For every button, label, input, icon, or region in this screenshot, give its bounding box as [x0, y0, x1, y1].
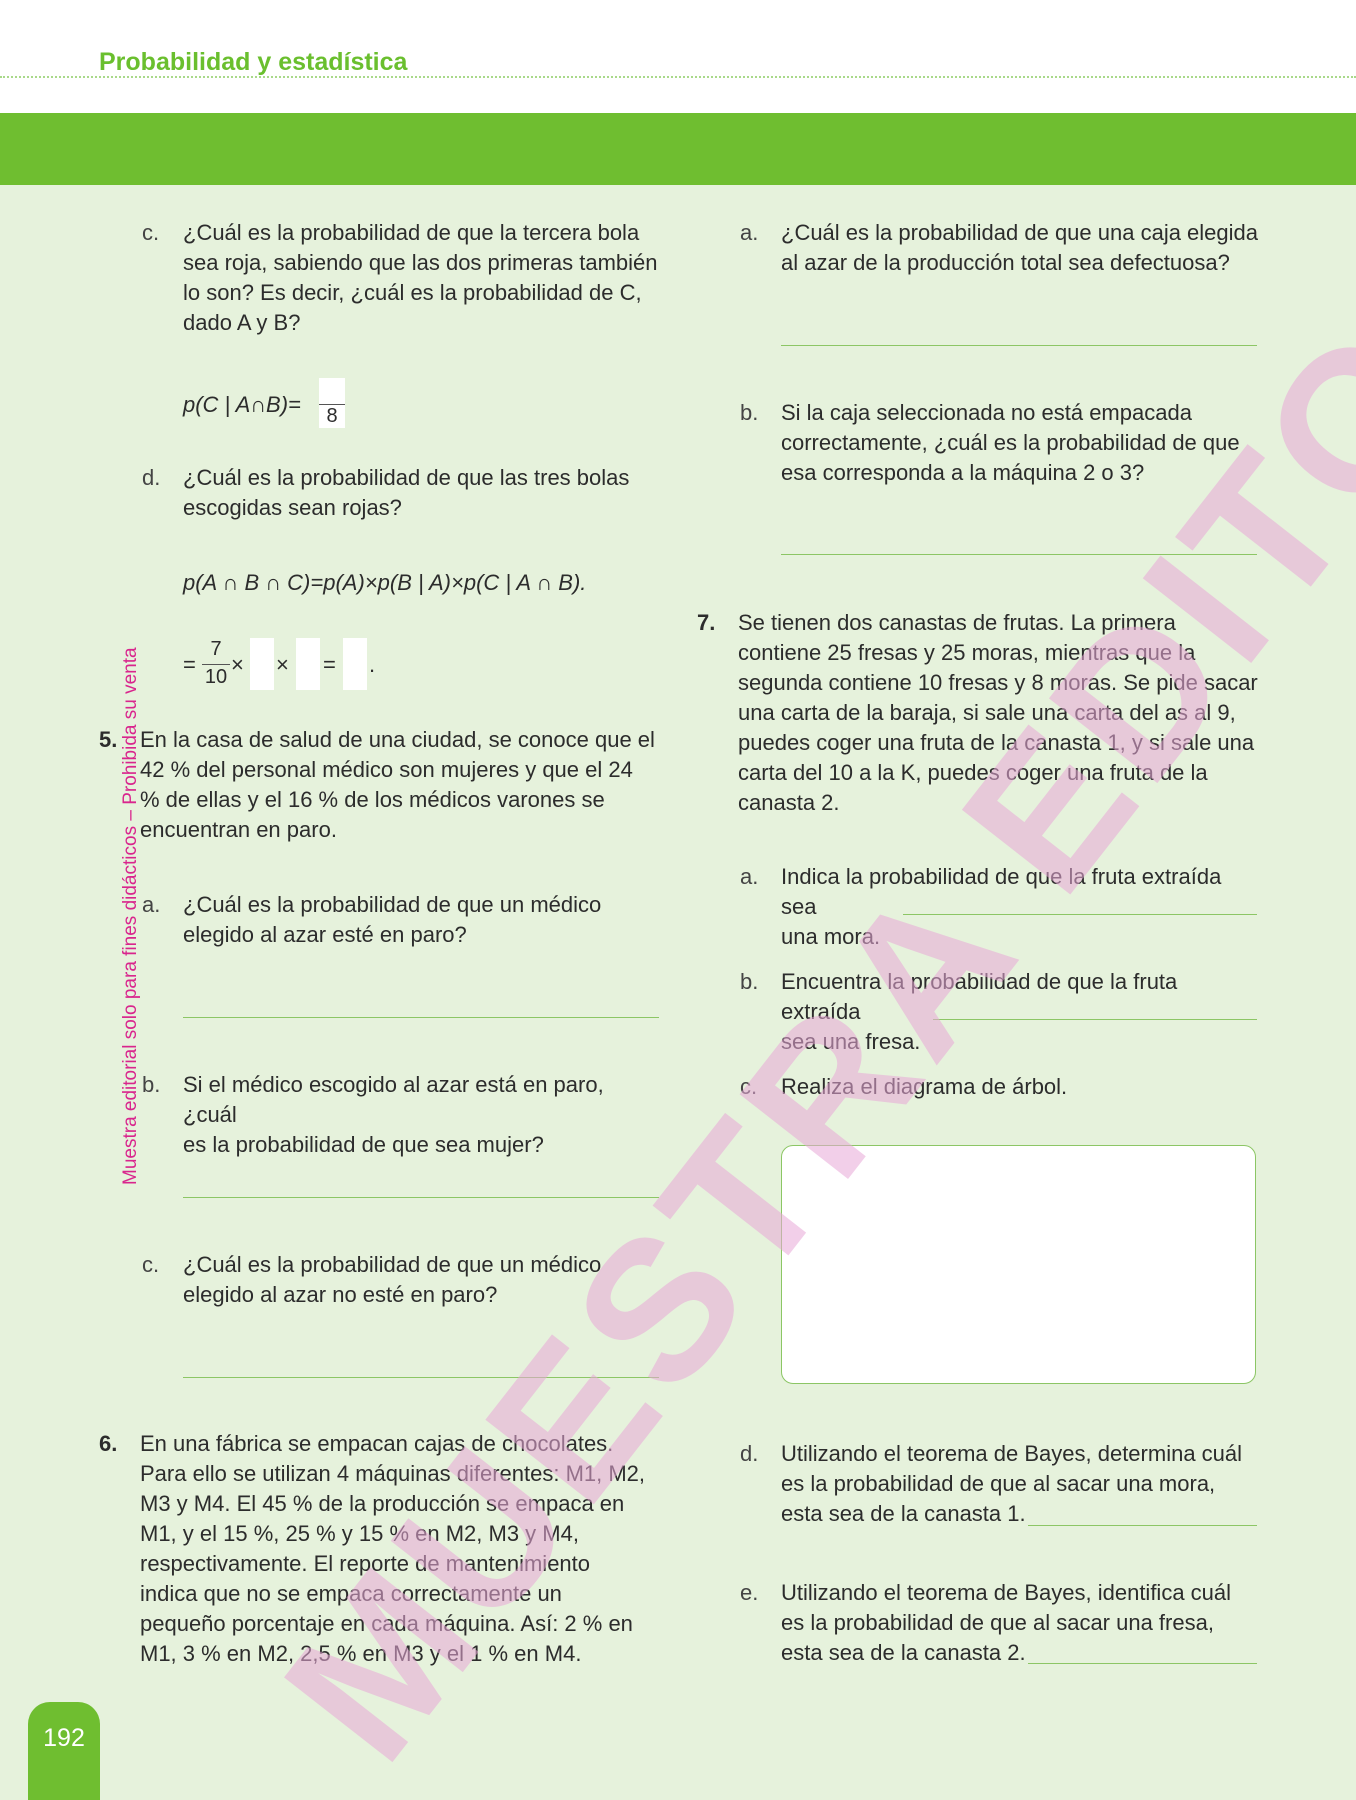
header-dotted-rule: [0, 76, 1356, 78]
period: .: [369, 652, 376, 677]
q5a-answer-line[interactable]: [183, 1017, 659, 1018]
q7d-text: Utilizando el teorema de Bayes, determina cuál es la probabilidad de que al sacar una mora, esta sea de la canasta 1.: [781, 1441, 1243, 1526]
q5b-answer-line[interactable]: [183, 1197, 659, 1198]
q5a-label: a.: [142, 892, 161, 917]
frac-numerator: 7: [210, 638, 222, 660]
fraction-input-1[interactable]: [250, 638, 274, 690]
frac-denominator: 10: [204, 666, 228, 688]
q7-text: Se tienen dos canastas de frutas. La primera contiene 25 fresas y 25 moras, mientras que la segunda contiene 10 fresas y 8 moras. Se pide sacar una carta de la baraja, si sale una carta del as al 9, puedes coger una fruta de la canasta 1, y si sale una carta del 10 a la K, puedes coger una fruta de la canasta 2.: [738, 610, 1258, 815]
q7c-label: c.: [740, 1074, 758, 1099]
side-disclaimer: Muestra editorial solo para fines didácticos – Prohibida su venta: [120, 647, 141, 1185]
q7a-answer-line[interactable]: [903, 914, 1257, 915]
q7b-text: Encuentra la probabilidad de que la fruta extraída sea una fresa.: [781, 969, 1178, 1054]
q7e-answer-line[interactable]: [1028, 1663, 1257, 1664]
item-c-text: ¿Cuál es la probabilidad de que la tercera bola sea roja, sabiendo que las dos primeras también lo son? Es decir, ¿cuál es la probabilidad de C, dado A y B?: [183, 220, 658, 335]
formula-d: p(A ∩ B ∩ C)=p(A)×p(B | A)×p(C | A ∩ B).: [183, 570, 587, 595]
fraction-input-2[interactable]: [296, 638, 320, 690]
q6b-text: Si la caja seleccionada no está empacada correctamente, ¿cuál es la probabilidad de que esa corresponda a la máquina 2 o 3?: [781, 400, 1240, 485]
q7b-label: b.: [740, 969, 759, 994]
q6b-label: b.: [740, 400, 759, 425]
q5c-text: ¿Cuál es la probabilidad de que un médico elegido al azar no esté en paro?: [183, 1252, 602, 1307]
q7c-text: Realiza el diagrama de árbol.: [781, 1074, 1068, 1099]
eq-sign: =: [183, 652, 196, 677]
q5b-label: b.: [142, 1072, 161, 1097]
q6b-answer-line[interactable]: [781, 554, 1257, 555]
formula-c: p(C | A∩B)=: [183, 392, 301, 417]
item-d-text: ¿Cuál es la probabilidad de que las tres bolas escogidas sean rojas?: [183, 465, 630, 520]
q5b-text: Si el médico escogido al azar está en paro, ¿cuál es la probabilidad de que sea mujer?: [183, 1072, 604, 1157]
q5-text: En la casa de salud de una ciudad, se conoce que el 42 % del personal médico son mujeres y que el 24 % de ellas y el 16 % de los médicos varones se encuentran en paro.: [140, 727, 655, 842]
item-c-label: c.: [142, 220, 160, 245]
q5c-answer-line[interactable]: [183, 1377, 659, 1378]
q6-text: En una fábrica se empacan cajas de chocolates. Para ello se utilizan 4 máquinas diferentes: M1, M2, M3 y M4. El 45 % de la producción se empaca en M1, y el 15 %, 25 % y 15 % en M2, M3 y M4, respectivamente. El reporte de mantenimiento indica que no se empaca correctamente un pequeño porcentaje en cada máquina. Así: 2 % en M1, 3 % en M2, 2,5 % en M3 y el 1 % en M4.: [140, 1431, 646, 1666]
q7-number: 7.: [697, 610, 716, 635]
q7a-text: Indica la probabilidad de que la fruta extraída sea una mora.: [781, 864, 1222, 949]
q6-number: 6.: [99, 1431, 118, 1456]
q7e-text: Utilizando el teorema de Bayes, identifica cuál es la probabilidad de que al sacar una fresa, esta sea de la canasta 2.: [781, 1580, 1232, 1665]
q6a-text: ¿Cuál es la probabilidad de que una caja elegida al azar de la producción total sea defectuosa?: [781, 220, 1259, 275]
q6a-answer-line[interactable]: [781, 345, 1257, 346]
q7b-answer-line[interactable]: [933, 1019, 1257, 1020]
item-d-label: d.: [142, 465, 161, 490]
denominator-8: 8: [326, 405, 338, 427]
header-green-band: [0, 113, 1356, 185]
tree-diagram-answer-box[interactable]: [781, 1145, 1256, 1384]
q6a-label: a.: [740, 220, 759, 245]
q5a-text: ¿Cuál es la probabilidad de que un médico elegido al azar esté en paro?: [183, 892, 602, 947]
fraction-input-result[interactable]: [343, 638, 367, 690]
q5c-label: c.: [142, 1252, 160, 1277]
equals-sign: =: [323, 652, 336, 677]
q7e-label: e.: [740, 1580, 759, 1605]
q7d-label: d.: [740, 1441, 759, 1466]
section-title: Probabilidad y estadística: [99, 48, 408, 76]
q7a-label: a.: [740, 864, 759, 889]
q7d-answer-line[interactable]: [1028, 1525, 1257, 1526]
times-sign: ×: [276, 652, 289, 677]
times-sign: ×: [231, 652, 244, 677]
q5-number: 5.: [99, 727, 118, 752]
page-number: 192: [28, 1702, 100, 1800]
fraction-bar: [202, 664, 230, 665]
